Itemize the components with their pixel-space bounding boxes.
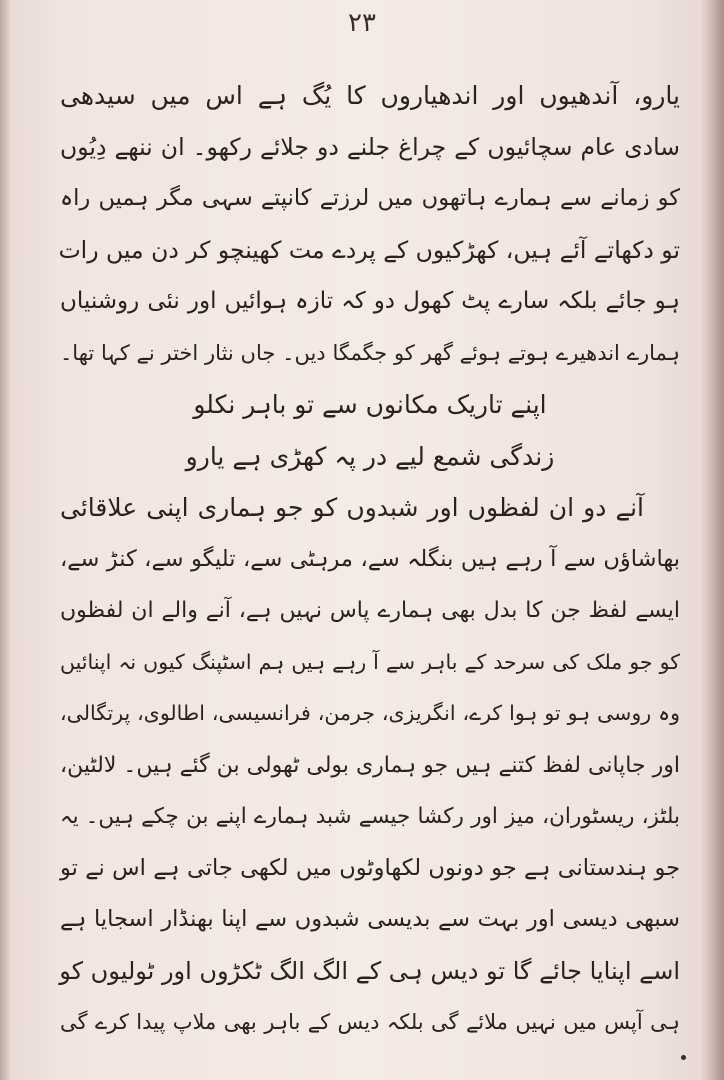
text-line-4: تو دکھاتے آئے ہیں، کھڑکیوں کے پردے مت کھینچو کر دن میں رات	[58, 235, 680, 264]
text-line-8: بھاشاؤں سے آ رہے ہیں بنگلہ سے، مرہٹی سے، تلیگو سے، کنڑ سے،	[60, 545, 680, 572]
text-line-7: آنے دو ان لفظوں اور شبدوں کو جو ہماری اپنی علاقائی	[60, 493, 644, 522]
text-line-2: سادی عام سچائیوں کے چراغ جلنے دو جلائے رکھو۔ ان ننھے دِیُوں	[60, 132, 680, 161]
text-line-13: بلٹز، ریسٹوران، میز اور رکشا جیسے شبد ہمارے اپنے بن چکے ہیں۔ یہ	[60, 804, 680, 829]
text-line-12: اور جاپانی لفظ کتنے ہیں جو ہماری بولی ٹھولی بن گئے ہیں۔ لالٹین،	[60, 752, 680, 778]
verse-line-1: اپنے تاریک مکانوں سے تو باہر نکلو	[193, 390, 547, 419]
text-line-1: یارو، آندھیوں اور اندھیاروں کا یُگ ہے اس میں سیدھی	[60, 81, 680, 110]
page-right-edge	[698, 0, 724, 1080]
body-text	[60, 70, 680, 1049]
page-left-edge	[0, 0, 10, 1080]
text-line-9: ایسے لفظ جن کا بدل بھی ہمارے پاس نہیں ہے، آنے والے ان لفظوں	[60, 598, 680, 623]
text-line-10: کو جو ملک کی سرحد کے باہر سے آ رہے ہیں ہم اسٹپنگ کیوں نہ اپنائیں	[60, 649, 680, 674]
page-number: ۲۳	[348, 8, 376, 38]
text-line-11: وہ روسی ہو تو ہوا کرے، انگریزی، جرمن، فرانسیسی، اطالوی، پرتگالی،	[60, 701, 680, 725]
text-line-3: کو زمانے سے ہمارے ہاتھوں میں لرزتے کانپتے سہی مگر ہمیں راہ	[60, 185, 680, 211]
text-line-14: جو ہندستانی ہے جو دونوں لکھاوٹوں میں لکھی جاتی ہے اس نے تو	[60, 854, 680, 881]
text-line-17: ہی آپس میں نہیں ملائے گی بلکہ دیس کے باہر بھی ملاپ پیدا کرے گی	[60, 1010, 680, 1034]
text-line-15: سبھی دیسی اور بہت سے بدیسی شبدوں سے اپنا بھنڈار اسجایا ہے	[60, 906, 680, 932]
text-line-5: ہو جائے بلکہ سارے پٹ کھول دو کہ تازہ ہوائیں اور نئی روشنیاں	[60, 288, 680, 314]
text-line-6: ہمارے اندھیرے ہوتے ہوئے گھر کو جگمگا دیں۔ جاں نثار اختر نے کہا تھا۔	[60, 340, 680, 365]
page-mark-dot	[681, 1055, 686, 1060]
text-line-16: اسے اپنایا جائے گا تو دیس ہی کے الگ الگ ٹکڑوں اور ٹولیوں کو	[59, 956, 680, 985]
verse-line-2: زندگی شمع لیے در پہ کھڑی ہے یارو	[185, 441, 555, 471]
